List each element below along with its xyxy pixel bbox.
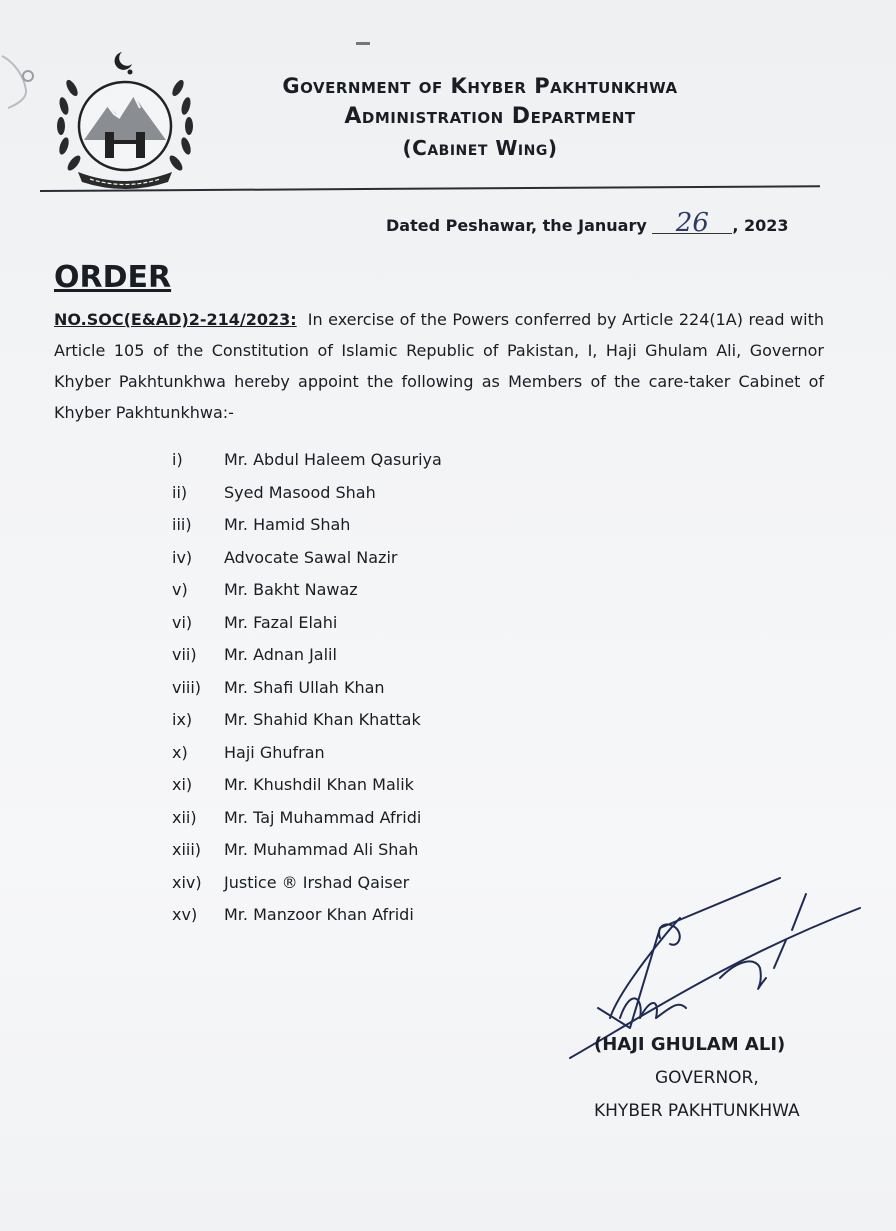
signatory-designation: GOVERNOR,	[655, 1068, 759, 1088]
list-item	[172, 639, 592, 672]
staple-mark	[356, 42, 370, 45]
list-item	[172, 867, 592, 900]
kp-government-emblem-icon	[50, 48, 200, 193]
list-item	[172, 509, 592, 542]
list-item-number: xi)	[172, 775, 193, 794]
list-item-name: Mr. Khushdil Khan Malik	[224, 775, 414, 794]
list-item-name: Mr. Bakht Nawaz	[224, 580, 358, 599]
list-item	[172, 672, 592, 705]
signatory-name: (HAJI GHULAM ALI)	[594, 1034, 786, 1055]
list-item-number: vii)	[172, 645, 197, 664]
list-item	[172, 899, 592, 932]
order-title: ORDER	[54, 260, 172, 295]
dated-line	[386, 208, 789, 238]
list-item-number: ii)	[172, 482, 188, 502]
list-item-number: ix)	[172, 710, 193, 729]
list-item	[172, 542, 592, 575]
list-item-name: Syed Masood Shah	[224, 482, 376, 502]
list-item-number: xiii)	[172, 840, 202, 859]
order-body: In exercise of the Powers conferred by Article 224(1A) read with Article 105 of the Constitution of Islamic Republic of Pakistan, I, Haji Ghulam Ali, Governor Khyber Pakhtunkhwa hereby appoint the following as Members of the care-taker Cabinet of Khyber Pakhtunkhwa:-	[54, 310, 825, 422]
binding-thread-icon	[0, 52, 36, 112]
list-item-number: xii)	[172, 807, 197, 827]
dated-year: , 2023	[732, 216, 789, 235]
header-wing: (Cabinet Wing)	[402, 136, 558, 160]
header-department: Administration Department	[344, 104, 636, 129]
list-item	[172, 444, 592, 477]
dated-prefix: Dated Peshawar, the January	[386, 216, 647, 235]
list-item-number: i)	[172, 450, 183, 469]
list-item	[172, 477, 592, 510]
list-item-name: Mr. Adnan Jalil	[224, 645, 337, 664]
header-government: Government of Khyber Pakhtunkhwa	[282, 74, 678, 98]
list-item-name: Mr. Taj Muhammad Afridi	[224, 807, 422, 827]
members-list	[172, 444, 592, 932]
list-item-number: xv)	[172, 905, 198, 924]
list-item	[172, 607, 592, 640]
list-item-name: Mr. Shafi Ullah Khan	[224, 677, 385, 697]
signatory-province: KHYBER PAKHTUNKHWA	[594, 1101, 800, 1121]
list-item-number: iii)	[172, 515, 192, 534]
list-item-name: Mr. Fazal Elahi	[224, 612, 338, 632]
list-item-name: Haji Ghufran	[224, 742, 325, 762]
list-item-name: Advocate Sawal Nazir	[224, 547, 398, 567]
list-item	[172, 737, 592, 770]
list-item-name: Justice ® Irshad Qaiser	[224, 872, 410, 892]
list-item-number: iv)	[172, 547, 193, 567]
list-item-number: viii)	[172, 677, 202, 697]
list-item-name: Mr. Abdul Haleem Qasuriya	[224, 450, 442, 469]
list-item-number: v)	[172, 580, 188, 599]
list-item-number: xiv)	[172, 872, 202, 892]
list-item	[172, 802, 592, 835]
order-paragraph	[54, 304, 824, 428]
list-item-name: Mr. Manzoor Khan Afridi	[224, 905, 414, 924]
list-item	[172, 769, 592, 802]
list-item-name: Mr. Muhammad Ali Shah	[224, 840, 419, 859]
list-item-number: x)	[172, 742, 188, 762]
list-item-number: vi)	[172, 612, 193, 632]
list-item	[172, 704, 592, 737]
list-item-name: Mr. Shahid Khan Khattak	[224, 710, 421, 729]
list-item-name: Mr. Hamid Shah	[224, 515, 351, 534]
list-item	[172, 834, 592, 867]
list-item	[172, 574, 592, 607]
order-reference: NO.SOC(E&AD)2-214/2023:	[54, 310, 297, 329]
dated-day-handwritten: 26	[652, 213, 732, 234]
